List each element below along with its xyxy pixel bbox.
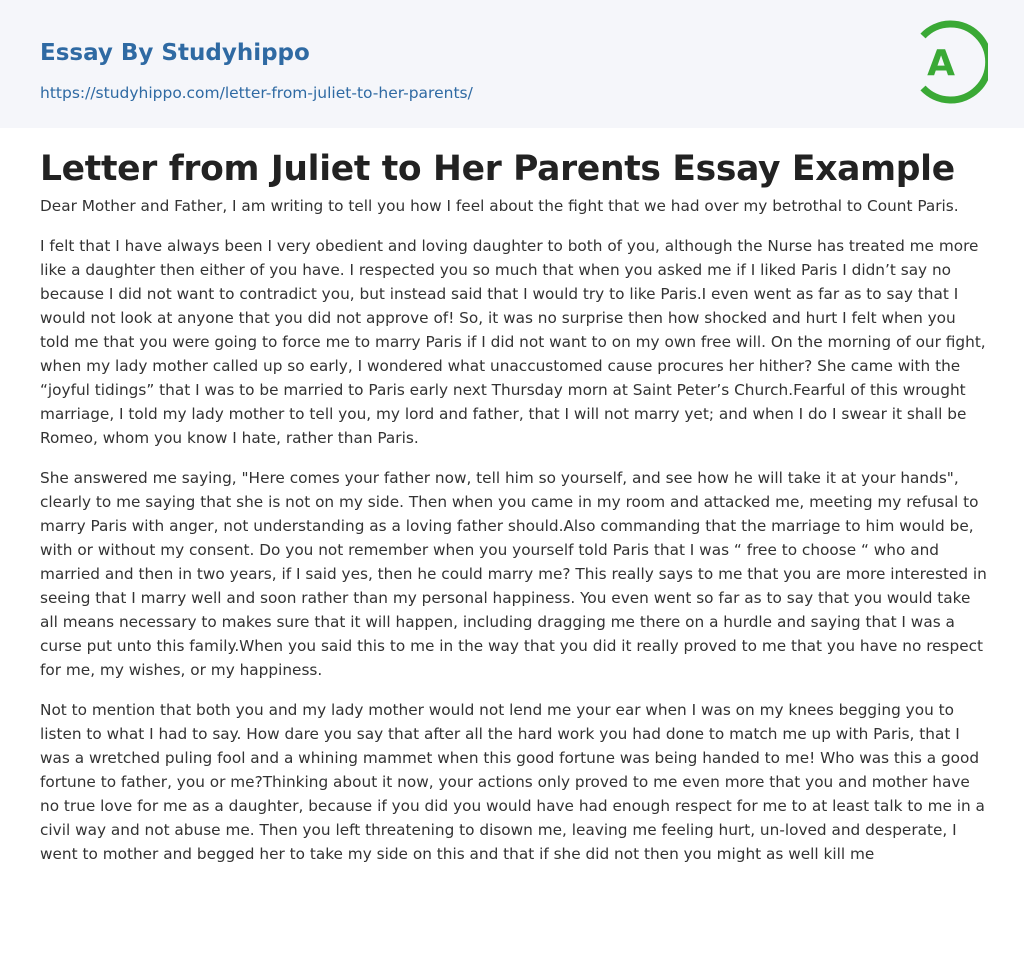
article-paragraph: I felt that I have always been I very obedient and loving daughter to both of you, although the Nurse has treated me more like a daughter then either of you have. I respected you so much that when you asked me if I liked Paris I didn’t say no because I did not want to contradict you, but instead said that I would try to like Paris.I even went as far as to say that I would not look at anyone that you did not approve of! So, it was no surprise then how shocked and hurt I felt when you told me that you were going to force me to marry Paris if I did not want to on my own free will. On the morning of our fight, when my lady mother called up so early, I wondered what unaccustomed cause procures her hither? She came with the “joyful tidings” that I was to be married to Paris early next Thursday morn at Saint Peter’s Church.Fearful of this wrought marriage, I told my lady mother to tell you, my lord and father, that I will not marry yet; and when I do I swear it shall be Romeo, whom you know I hate, rather than Paris. xyxy=(40,237,986,447)
article-paragraph: Dear Mother and Father, I am writing to tell you how I feel about the fight that we had over my betrothal to Count Paris. xyxy=(40,197,959,215)
article-paragraph: Not to mention that both you and my lady mother would not lend me your ear when I was on my knees begging you to listen to what I had to say. How dare you say that after all the hard work you had done to match me up with Paris, that I was a wretched puling fool and a whining mammet when this good fortune was being handed to me! Who was this a good fortune to father, you or me?Thinking about it now, your actions only proved to me even more that you and mother have no true love for me as a daughter, because if you did you would have had enough respect for me to at least talk to me in a civil way and not abuse me. Then you left threatening to disown me, leaving me feeling hurt, un-loved and desperate, I went to mother and begged her to take my side on this and that if she did not then you might as well kill me xyxy=(40,701,985,863)
site-logo-icon[interactable] xyxy=(910,18,988,106)
logo-letter: A xyxy=(927,43,955,84)
site-brand[interactable]: Essay By Studyhippo xyxy=(40,40,310,66)
article-title: Letter from Juliet to Her Parents Essay Example xyxy=(40,149,955,189)
page-url-link[interactable]: https://studyhippo.com/letter-from-juliet-to-her-parents/ xyxy=(40,84,473,102)
site-header xyxy=(0,0,1024,128)
article-paragraph: She answered me saying, "Here comes your father now, tell him so yourself, and see how he will take it at your hands", clearly to me saying that she is not on my side. Then when you came in my room and attacked me, meeting my refusal to marry Paris with anger, not understanding as a loving father should.Also commanding that the marriage to him would be, with or without my consent. Do you not remember when you yourself told Paris that I was “ free to choose “ who and married and then in two years, if I said yes, then he could marry me? This really says to me that you are more interested in seeing that I marry well and soon rather than my personal happiness. You even went so far as to say that you would take all means necessary to makes sure that it will happen, including dragging me there on a hurdle and saying that I was a curse put unto this family.When you said this to me in the way that you did it really proved to me that you have no respect for me, my wishes, or my happiness. xyxy=(40,469,987,679)
article xyxy=(40,128,988,866)
